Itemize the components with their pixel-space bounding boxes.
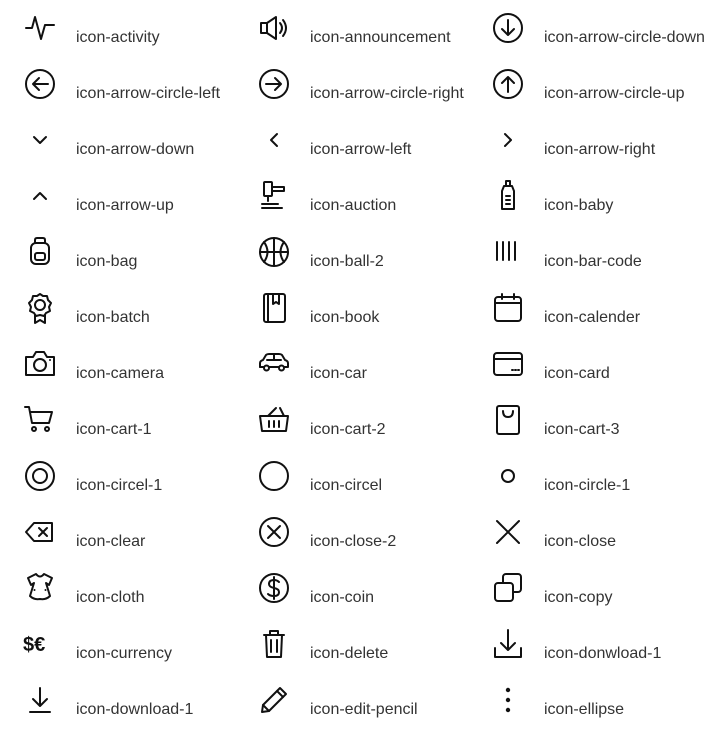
icon-label: icon-close-2 [310,533,397,550]
arrow-down-icon [22,122,58,158]
badge-icon [22,290,58,326]
calendar-icon [490,290,526,326]
icon-label: icon-circel-1 [76,477,163,494]
icon-label: icon-camera [76,365,165,382]
icon-list-item [0,280,234,336]
icon-label: icon-book [310,309,380,326]
icon-label: icon-copy [544,589,613,606]
icon-list-item [468,112,702,168]
icon-list-item [234,448,468,504]
icon-label: icon-download-1 [76,701,194,718]
auction-icon [256,178,292,214]
icon-list-item [234,504,468,560]
bag-icon [22,234,58,270]
icon-list-item [0,504,234,560]
copy-icon [490,570,526,606]
icon-list-item [234,168,468,224]
icon-label: icon-delete [310,645,389,662]
car-icon [256,346,292,382]
icon-label: icon-arrow-circle-down [544,29,705,46]
icon-label: icon-baby [544,197,614,214]
icon-list-item [468,224,702,280]
arrow-circle-up-icon [490,66,526,102]
arrow-left-icon [256,122,292,158]
icon-list-item [0,392,234,448]
icon-label: icon-close [544,533,617,550]
icon-list-item [0,56,234,112]
cart-2-icon [256,402,292,438]
arrow-circle-right-icon [256,66,292,102]
download-icon [22,682,58,718]
icon-list-item [468,448,702,504]
cloth-icon [22,570,58,606]
icon-label: icon-clear [76,533,146,550]
icon-label: icon-arrow-right [544,141,656,158]
currency-icon [22,626,58,662]
icon-label: icon-coin [310,589,375,606]
icon-list-item [0,112,234,168]
icon-label: icon-edit-pencil [310,701,418,718]
announcement-icon [256,10,292,46]
icon-label: icon-arrow-up [76,197,174,214]
icon-label: icon-card [544,365,610,382]
basketball-icon [256,234,292,270]
arrow-circle-left-icon [22,66,58,102]
icon-label: icon-calender [544,309,641,326]
bar-code-icon [490,234,526,270]
icon-label: icon-bar-code [544,253,642,270]
icon-label: icon-arrow-down [76,141,195,158]
icon-list-item [0,616,234,672]
icon-label: icon-circel [310,477,383,494]
icon-list-item [234,616,468,672]
icon-list-item [0,168,234,224]
icon-label: icon-arrow-circle-up [544,85,685,102]
circle-small-icon [490,458,526,494]
icon-list-item [234,392,468,448]
icon-list-item [234,280,468,336]
coin-icon [256,570,292,606]
circle-large-icon [256,458,292,494]
icon-list-item [468,280,702,336]
icon-list-item [468,56,702,112]
icon-label: icon-ball-2 [310,253,384,270]
icon-label: icon-cloth [76,589,145,606]
icon-list-item [234,672,468,728]
icon-list-item [234,560,468,616]
icon-list-item [468,672,702,728]
icon-label: icon-cart-2 [310,421,386,438]
baby-bottle-icon [490,178,526,214]
icon-label: icon-bag [76,253,138,270]
icon-label: icon-auction [310,197,397,214]
icon-label: icon-announcement [310,29,451,46]
close-icon [490,514,526,550]
arrow-circle-down-icon [490,10,526,46]
camera-icon [22,346,58,382]
icon-list-item [234,56,468,112]
icon-list-item [234,0,468,56]
icon-label: icon-arrow-circle-left [76,85,221,102]
icon-list-item [468,504,702,560]
icon-label: icon-arrow-circle-right [310,85,464,102]
icon-list-item [0,672,234,728]
icon-list-item [0,224,234,280]
icon-list-item [234,336,468,392]
svg-text:$€: $€ [23,634,46,656]
activity-icon [22,10,58,46]
icon-label: icon-donwload-1 [544,645,662,662]
clear-icon [22,514,58,550]
icon-label: icon-cart-1 [76,421,152,438]
arrow-right-icon [490,122,526,158]
icon-label: icon-ellipse [544,701,625,718]
cart-3-icon [490,402,526,438]
icon-label: icon-currency [76,645,173,662]
icon-list-item [468,336,702,392]
icon-list-item [0,0,234,56]
icon-list-item [234,112,468,168]
icon-label: icon-activity [76,29,160,46]
icon-list-item [0,336,234,392]
icon-label: icon-circle-1 [544,477,631,494]
icon-list-item [468,0,705,56]
book-icon [256,290,292,326]
icon-list-item [0,560,234,616]
card-icon [490,346,526,382]
cart-1-icon [22,402,58,438]
icon-list-item [234,224,468,280]
delete-icon [256,626,292,662]
circle-double-icon [22,458,58,494]
close-circle-icon [256,514,292,550]
icon-list-item [468,560,702,616]
icon-label: icon-car [310,365,367,382]
icon-list-item [468,392,702,448]
icon-label: icon-cart-3 [544,421,620,438]
ellipsis-vertical-icon [490,682,526,718]
icon-list-item [468,616,702,672]
icon-list-item [468,168,702,224]
pencil-icon [256,682,292,718]
arrow-up-icon [22,178,58,214]
icon-label: icon-arrow-left [310,141,412,158]
icon-label: icon-batch [76,309,150,326]
icon-list-item [0,448,234,504]
download-tray-icon [490,626,526,662]
